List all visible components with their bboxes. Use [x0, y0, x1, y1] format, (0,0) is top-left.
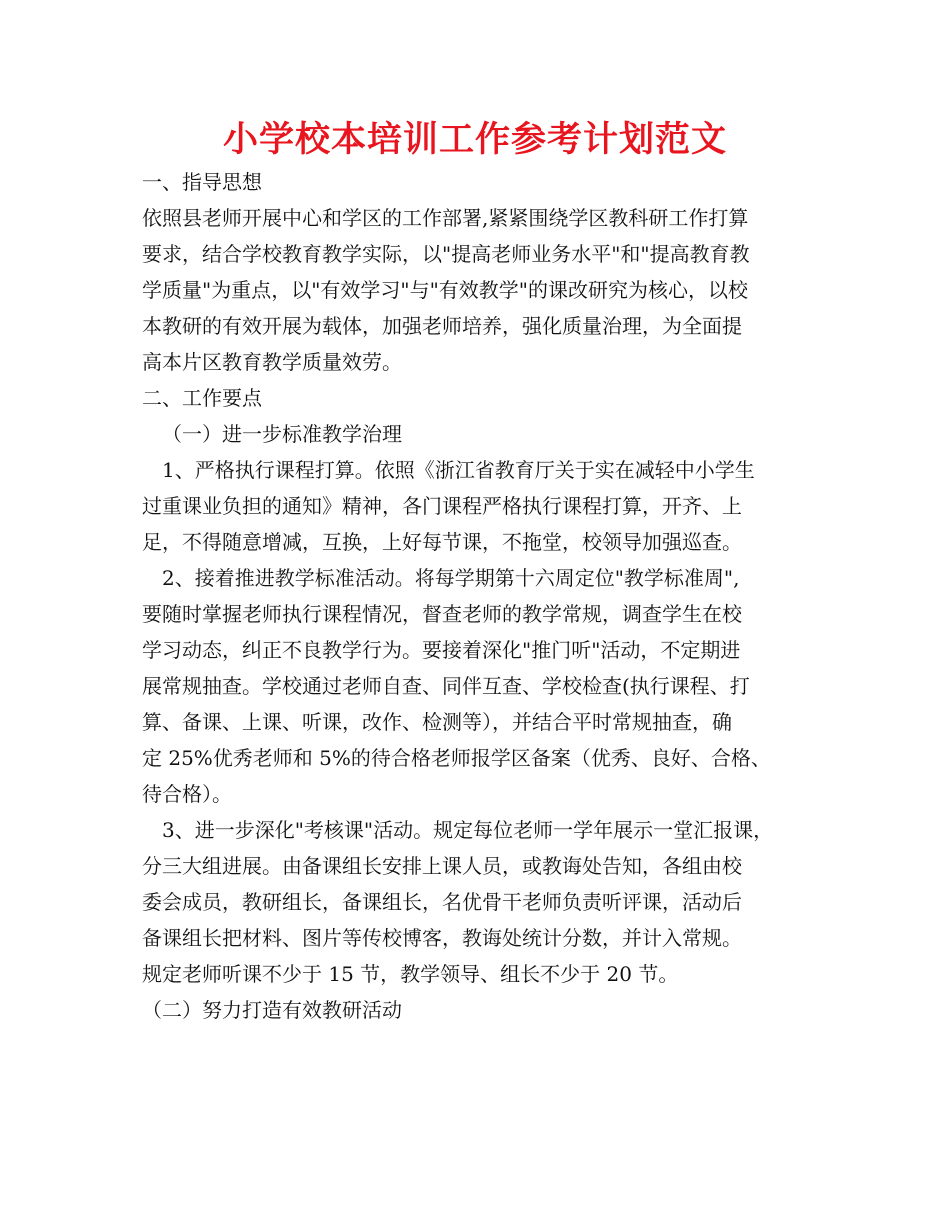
text-line: 展常规抽查。学校通过老师自查、同伴互查、学校检查(执行课程、打	[142, 674, 750, 698]
text-line: 过重课业负担的通知》精神，各门课程严格执行课程打算，开齐、上	[142, 494, 742, 518]
text-line: 一、指导思想	[142, 170, 262, 194]
text-line: 要求，结合学校教育教学实际，以"提高老师业务水平"和"提高教育教	[142, 242, 750, 266]
text-line: 定 25%优秀老师和 5%的待合格老师报学区备案（优秀、良好、合格、	[142, 746, 771, 770]
text-line: 备课组长把材料、图片等传校博客，教诲处统计分数，并计入常规。	[142, 926, 742, 950]
document-body	[142, 164, 822, 1028]
text-line: 要随时掌握老师执行课程情况，督查老师的教学常规，调查学生在校	[142, 602, 742, 626]
text-line: 3、进一步深化"考核课"活动。规定每位老师一学年展示一堂汇报课，	[162, 818, 774, 842]
text-line: 委会成员，教研组长，备课组长，名优骨干老师负责听评课，活动后	[142, 890, 742, 914]
text-line: 分三大组进展。由备课组长安排上课人员，或教诲处告知，各组由校	[142, 854, 742, 878]
text-line: 规定老师听课不少于 15 节，教学领导、组长不少于 20 节。	[142, 962, 679, 986]
text-line: 1、严格执行课程打算。依照《浙江省教育厅关于实在减轻中小学生	[162, 458, 755, 482]
text-line: 本教研的有效开展为载体，加强老师培养，强化质量治理，为全面提	[142, 314, 742, 338]
text-line: 算、备课、上课、听课，改作、检测等），并结合平时常规抽查，确	[142, 710, 732, 734]
text-line: 足，不得随意增减，互换，上好每节课，不拖堂，校领导加强巡查。	[142, 530, 742, 554]
text-line: 依照县老师开展中心和学区的工作部署,紧紧围绕学区教科研工作打算	[142, 206, 749, 230]
text-line: 学习动态，纠正不良教学行为。要接着深化"推门听"活动，不定期进	[142, 638, 741, 662]
document-title: 小学校本培训工作参考计划范文	[222, 120, 727, 160]
text-line: 待合格）。	[142, 782, 232, 806]
text-line: 高本片区教育教学质量效劳。	[142, 350, 402, 374]
text-line: （一）进一步标准教学治理	[162, 422, 402, 446]
text-line: （二）努力打造有效教研活动	[142, 998, 402, 1022]
text-line: 学质量"为重点，以"有效学习"与"有效教学"的课改研究为核心，以校	[142, 278, 748, 302]
text-line: 二、工作要点	[142, 386, 262, 410]
text-line: 2、接着推进教学标准活动。将每学期第十六周定位"教学标准周",	[162, 566, 740, 590]
